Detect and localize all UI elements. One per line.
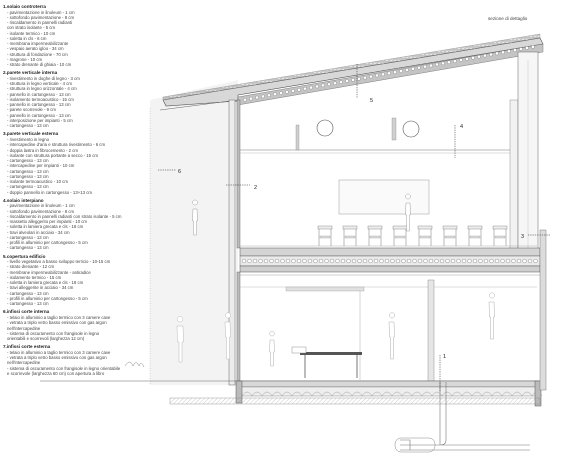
- legend-item: - sottofondo pavimentazione - 8 cm: [7, 208, 75, 214]
- legend-item: - pavimentazione in linoleum - 1 cm: [7, 9, 75, 15]
- legend-item: - cartongesso - 13 cm: [7, 158, 49, 164]
- slab-hole: [517, 259, 521, 263]
- slab-hole: [490, 259, 494, 263]
- slab-hole: [347, 259, 351, 263]
- roof-hole: [429, 64, 432, 67]
- legend-section-title: 5.copertura edificio: [3, 253, 46, 259]
- legend-item: - pannello in cartongesso - 13 cm: [7, 91, 71, 97]
- slab-hole: [457, 259, 461, 263]
- legend-item: - cartongesso - 13 cm: [7, 290, 49, 296]
- legend-item: - struttura di fondazione - 70 cm: [7, 51, 68, 57]
- roof-hole: [339, 80, 342, 83]
- desk: [318, 226, 332, 246]
- callout-label-6: 6: [178, 169, 182, 175]
- roof-hole: [441, 62, 444, 65]
- desk: [493, 226, 507, 246]
- desk: [368, 226, 382, 246]
- slab-hole: [495, 259, 499, 263]
- legend-item: - travi alveolari in acciaio - 34 cm: [7, 229, 70, 235]
- legend-item: e scorrevole (larghezza 60 cm) con apertura a libro: [7, 370, 105, 376]
- legend-item: - vetrata a triplo vetro basso emissivo con gas argon: [7, 355, 107, 361]
- slab-hole: [413, 259, 417, 263]
- slab-hole: [391, 259, 395, 263]
- legend-item: - soletta in lamiera grecata e cls - 18 cm: [7, 280, 84, 286]
- roof-hole: [243, 98, 246, 101]
- slab-hole: [369, 259, 373, 263]
- legend-item: - vetrata a triplo vetro basso emissivo con gas argon: [7, 320, 107, 326]
- slab-hole: [341, 259, 345, 263]
- ground-slab: [40, 381, 545, 452]
- slab-hole: [336, 259, 340, 263]
- slab-hole: [484, 259, 488, 263]
- legend-section-title: 2.parete verticale interna: [3, 70, 58, 76]
- callout-label-1: 1: [443, 354, 447, 360]
- slab-hole: [314, 259, 318, 263]
- roof-hole: [447, 61, 450, 64]
- roof-hole: [369, 75, 372, 78]
- slab-hole: [418, 259, 422, 263]
- roof-hole: [519, 47, 522, 50]
- roof-hole: [303, 87, 306, 90]
- slab-hole: [248, 259, 252, 263]
- legend-item: - telaio in alluminio a taglio termico con 3 camere cave: [7, 315, 111, 321]
- slab-hole: [402, 259, 406, 263]
- roof-hole: [363, 76, 366, 79]
- roof-hole: [513, 49, 516, 52]
- legend-section: [3, 309, 173, 341]
- slab-hole: [380, 259, 384, 263]
- slab-hole: [297, 259, 301, 263]
- legend-item: nell'intercapedine: [7, 325, 41, 331]
- legend-item: - strato drenante di ghiaia - 10 cm: [7, 62, 72, 68]
- legend-item: - vespaio aerato igloo - 34 cm: [7, 46, 64, 52]
- slab-hole: [440, 259, 444, 263]
- roof-hole: [417, 66, 420, 69]
- legend-section: [3, 4, 173, 67]
- slab-hole: [242, 259, 246, 263]
- roof-hole: [321, 84, 324, 87]
- slab-hole: [407, 259, 411, 263]
- desk: [418, 226, 432, 246]
- slab-hole: [363, 259, 367, 263]
- legend-item: - cartongesso - 13 cm: [7, 245, 49, 251]
- legend-item: - cartongesso - 13 cm: [7, 234, 49, 240]
- legend-item: - isolamento termico - 15 cm: [7, 274, 62, 280]
- legend-item: - intercapedine per impianti - 10 cm: [7, 163, 75, 169]
- legend-item: - soletta in cls - 6 cm: [7, 35, 47, 41]
- roof-hole: [477, 55, 480, 58]
- legend-item: - struttura in legno verticale - 4 cm: [7, 81, 72, 87]
- figure-lower-3: [270, 331, 275, 366]
- legend-item: - soletta in lamiera grecata e cls - 18 cm: [7, 224, 84, 230]
- slab-hole: [501, 259, 505, 263]
- legend-section-title: 1.solaio controterra: [3, 4, 46, 9]
- roof-hole: [393, 71, 396, 74]
- legend-item: - pavimentazione in linoleum - 1 cm: [7, 203, 75, 209]
- slab-hole: [259, 259, 263, 263]
- slab-hole: [396, 259, 400, 263]
- figure-lower-4: [389, 313, 395, 359]
- roof-hole: [249, 97, 252, 100]
- slab-hole: [253, 259, 257, 263]
- legend-item: - doppio pannello in cartongesso - 13+13 cm: [7, 189, 92, 195]
- roof-hole: [375, 74, 378, 77]
- roof-hole: [465, 57, 468, 60]
- roof-hole: [495, 52, 498, 55]
- legend-item: - isolante con struttura portante a secco - 15 cm: [7, 152, 98, 158]
- slab-hole: [446, 259, 450, 263]
- roof-hole: [483, 54, 486, 57]
- legend-item: - profili in alluminio per cartongesso - 5 cm: [7, 240, 88, 246]
- slab-hole: [281, 259, 285, 263]
- roof-hole: [423, 65, 426, 68]
- roof-hole: [531, 45, 534, 48]
- legend-item: - livello vegetativo a basso sviluppo terricio - 10-15 cm: [7, 259, 111, 265]
- slab-hole: [270, 259, 274, 263]
- legend-item: - riscaldamento in pannelli radianti: [7, 20, 73, 26]
- legend-panel: [3, 4, 173, 376]
- slab-hole: [534, 259, 538, 263]
- roof-hole: [471, 56, 474, 59]
- legend-section-title: 7.infissi corte esterna: [3, 344, 51, 350]
- legend-item: - membrane impermeabilizzante - antiradice: [7, 269, 91, 275]
- roof-hole: [309, 86, 312, 89]
- slab-hole: [264, 259, 268, 263]
- callout-label-4: 4: [460, 124, 464, 130]
- slab-hole: [424, 259, 428, 263]
- legend-item: - doppia lastra in fibrocemento - 2 cm: [7, 147, 78, 153]
- legend-section: [3, 344, 173, 376]
- slab-hole: [286, 259, 290, 263]
- slab-hole: [325, 259, 329, 263]
- roof-hole: [501, 51, 504, 54]
- roof-hole: [345, 79, 348, 82]
- slab-hole: [523, 259, 527, 263]
- roof-hole: [261, 95, 264, 98]
- slab-hole: [308, 259, 312, 263]
- roof-hole: [333, 82, 336, 85]
- slab-hole: [374, 259, 378, 263]
- roof-hole: [255, 96, 258, 99]
- roof-hole: [279, 92, 282, 95]
- legend-item: - membrana impermeabilizzante: [7, 41, 69, 47]
- callout-label-5: 5: [370, 98, 374, 104]
- slab-hole: [473, 259, 477, 263]
- roof-hole: [297, 88, 300, 91]
- legend-item: - rivestimento in legno: [7, 137, 50, 143]
- roof-hole: [291, 89, 294, 92]
- roof-hole: [411, 67, 414, 70]
- legend-item: - pannello in cartongesso - 13 cm: [7, 102, 71, 108]
- slab-hole: [528, 259, 532, 263]
- roof-hole: [399, 69, 402, 72]
- legend-item: - sistema di oscuramento con frangisole in legno orientabile: [7, 365, 121, 371]
- legend-section: [3, 70, 173, 128]
- legend-item: - cartongesso - 13 cm: [7, 173, 49, 179]
- legend-section-title: 3.parete verticale esterna: [3, 131, 59, 137]
- legend-item: - riscaldamento in pannelli radianti con strato isolante - 5 cm: [7, 213, 122, 219]
- classroom-desks: [318, 226, 507, 246]
- desk: [468, 226, 482, 246]
- legend-item: - intercapedine d'aria e struttura rivestimento - 6 cm: [7, 142, 106, 148]
- roof-hole: [459, 58, 462, 61]
- slab-hole: [292, 259, 296, 263]
- legend-item: - cartongesso - 13 cm: [7, 168, 49, 174]
- roof-hole: [357, 77, 360, 80]
- legend-section: [3, 254, 173, 307]
- desk: [393, 226, 407, 246]
- legend-item: - isolante termoacustico - 10 cm: [7, 179, 68, 185]
- slab-hole: [275, 259, 279, 263]
- legend-item: - struttura in legno orizzontale - 4 cm: [7, 86, 77, 92]
- legend-item: - rivestimento in doghe di legno - 3 cm: [7, 75, 80, 81]
- legend-item: - isolante termico - 10 cm: [7, 30, 56, 36]
- legend-item: orientabili e scorrevoli (larghezza 12 cm): [7, 336, 85, 342]
- legend-section-title: 6.infissi corte interna: [3, 309, 50, 315]
- slab-hole: [435, 259, 439, 263]
- callout-label-3: 3: [521, 234, 525, 240]
- slab-hole: [451, 259, 455, 263]
- legend-item: - cartongesso - 13 cm: [7, 301, 49, 307]
- slab-hole: [429, 259, 433, 263]
- roof-beam-perforations: [243, 45, 534, 101]
- slab-hole: [512, 259, 516, 263]
- legend-item: nell'intercapedine: [7, 360, 41, 366]
- roof-hole: [507, 50, 510, 53]
- roof-hole: [351, 78, 354, 81]
- slab-hole: [358, 259, 362, 263]
- legend-item: - pannello in cartongesso - 13 cm: [7, 112, 71, 118]
- roof-hole: [381, 73, 384, 76]
- legend-item: - travi alleggerite in acciaio - 34 cm: [7, 285, 74, 291]
- slab-hole: [303, 259, 307, 263]
- legend-item: - interposizione per impianti - 5 cm: [7, 117, 73, 123]
- sheet-title: sezione di dettaglio: [488, 16, 528, 21]
- slab-hole: [468, 259, 472, 263]
- figure-lower-5: [489, 293, 495, 339]
- roof-hole: [285, 90, 288, 93]
- slab-hole: [319, 259, 323, 263]
- roof-hole: [525, 46, 528, 49]
- slab-hole: [506, 259, 510, 263]
- slab-hole: [479, 259, 483, 263]
- roof-hole: [327, 83, 330, 86]
- desk: [343, 226, 357, 246]
- legend-item: - sistema di oscuramento con frangisole in legno: [7, 330, 100, 336]
- slab-hole: [462, 259, 466, 263]
- legend-section-title: 4.solaio interpiano: [3, 197, 44, 203]
- roof-hole: [267, 94, 270, 97]
- legend-item: - cartongesso - 13 cm: [7, 123, 49, 129]
- roof-hole: [273, 93, 276, 96]
- right-wall: [540, 230, 546, 390]
- roof-hole: [405, 68, 408, 71]
- legend-section: [3, 131, 173, 194]
- slab-hole: [385, 259, 389, 263]
- legend-item: con strato isolante - 5 cm: [7, 25, 56, 31]
- legend-item: - strato drenante - 12 cm: [7, 264, 55, 270]
- slab-hole: [352, 259, 356, 263]
- legend-item: - sottofondo pavimentazione - 8 cm: [7, 14, 75, 20]
- roof: [160, 34, 543, 110]
- roof-hole: [435, 63, 438, 66]
- legend-section: [3, 198, 173, 251]
- roof-hole: [387, 72, 390, 75]
- legend-item: - parete scorrevole - 9 cm: [7, 107, 56, 113]
- legend-item: - massetto alleggerito per impianti - 10 cm: [7, 219, 88, 225]
- roof-hole: [489, 53, 492, 56]
- desk: [443, 226, 457, 246]
- legend-item: - cartongesso - 13 cm: [7, 184, 49, 190]
- callout-label-2: 2: [254, 185, 258, 191]
- roof-hole: [315, 85, 318, 88]
- legend-item: - magrone - 10 cm: [7, 56, 43, 62]
- legend-item: - profili in alluminio per cartongesso - 5 cm: [7, 295, 88, 301]
- legend-item: - telaio in alluminio a taglio termico con 3 camere cave: [7, 349, 111, 355]
- roof-hole: [453, 60, 456, 63]
- slab-hole: [330, 259, 334, 263]
- intermediate-slab: [240, 248, 540, 275]
- legend-item: - isolamento termoacustico - 15 cm: [7, 96, 74, 102]
